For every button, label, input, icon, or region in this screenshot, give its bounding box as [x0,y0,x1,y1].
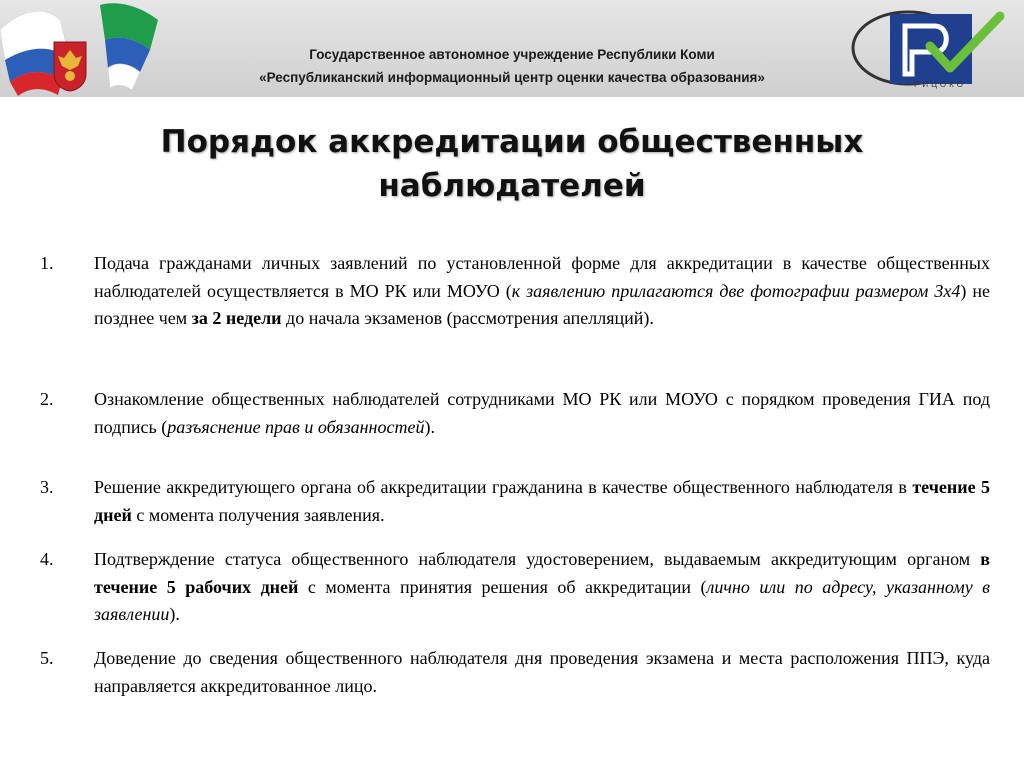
text-segment: Подача гражданами личных заявлений по установленной форме для аккредитации в качестве общественных наблюдателей осуществляется в МО РК или МОУО ( [94,253,990,301]
text-segment: ). [169,604,180,624]
bold-deadline: за 2 недели [191,308,282,328]
text-segment: до начала экзаменов (рассмотрения апелляций). [281,308,654,328]
text-segment: Ознакомление общественных наблюдателей сотрудниками МО РК или МОУО с порядком проведения ГИА под подпись ( [94,389,990,437]
list-item-text [94,546,990,629]
italic-note: лично или по адресу, указанному в заявлении [94,576,990,624]
list-item-number: 2. [40,389,54,409]
bold-deadline: течение 5 дней [94,477,990,525]
organization-full-name: «Республиканский информационный центр оценки качества образования» [259,70,765,85]
header-bar [0,0,1024,97]
title-line-1: Порядок аккредитации общественных [160,124,864,160]
text-segment: с момента принятия решения об аккредитации ( [298,576,707,597]
text-segment: с момента получения заявления. [131,504,385,525]
bold-deadline: в течение 5 рабочих дней [94,549,990,597]
list-item-text [94,645,990,700]
list-item-number: 4. [40,549,54,569]
organization-name: Государственное автономное учреждение Республики Коми [309,47,715,62]
list-item-number: 1. [40,253,54,273]
page-title [0,120,1024,208]
title-line-2: наблюдателей [378,168,646,204]
list-item-text [94,250,990,333]
list-item-number: 5. [40,648,54,668]
list-item-text [94,386,990,441]
logo-caption: РИЦОКО [914,80,966,89]
italic-note: разъяснение прав и обязанностей [167,416,425,437]
text-segment: ) не позднее чем [94,280,991,328]
list-item-text [94,474,990,529]
italic-note: к заявлению прилагаются две фотографии размером 3х4 [511,280,961,301]
text-segment: Подтверждение статуса общественного наблюдателя удостоверением, выдаваемым аккредитующим органом [94,549,981,569]
text-segment: ). [424,416,435,437]
text-segment: Решение аккредитующего органа об аккредитации гражданина в качестве общественного наблюдателя в [94,477,913,497]
text-segment: Доведение до сведения общественного наблюдателя дня проведения экзамена и места расположения ППЭ, куда направляется аккредитованное лицо. [94,648,990,696]
list-item-number: 3. [40,477,54,497]
